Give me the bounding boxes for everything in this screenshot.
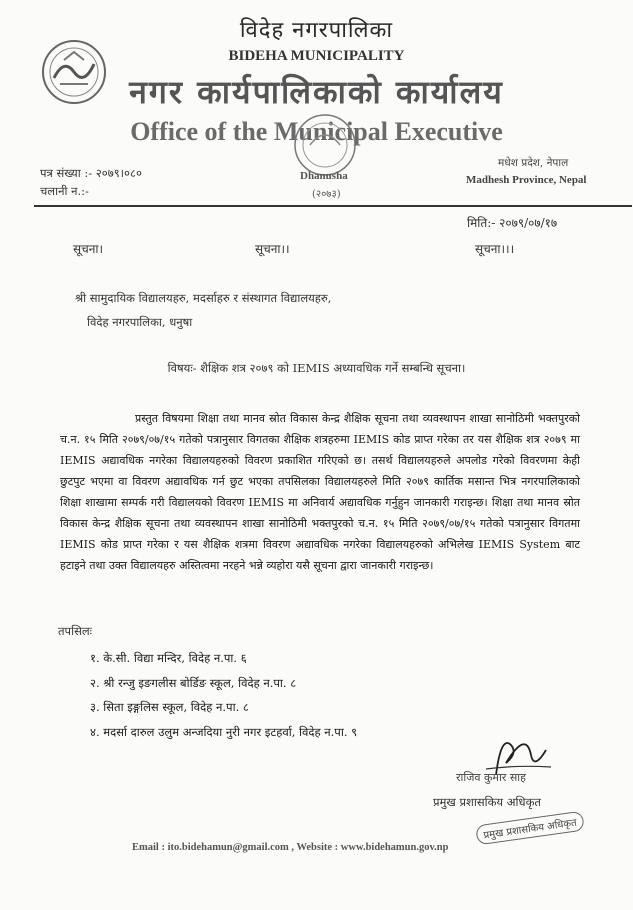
municipality-name-np: विदेह नगरपालिका: [239, 18, 394, 43]
header-divider: [34, 205, 632, 207]
footer-contact: Email : ito.bidehamun@gmail.com , Website : www.bidehamun.gov.np: [132, 842, 449, 853]
office-name-en: Office of the Municipal Executive: [130, 117, 503, 146]
notice-heading-2: सूचना।।: [255, 242, 290, 256]
notice-heading-3: सूचना।।।: [475, 242, 515, 256]
dispatch-number: चलानी न.:-: [40, 184, 89, 198]
recipient-line-1: श्री सामुदायिक विद्यालयहरु, मदर्साहरु र संस्थागत विद्यालयहरु,: [75, 291, 332, 305]
list-item: २. श्री रन्जु इङगलीस बोर्डिङ स्कूल, विदेह न.पा. ८: [90, 675, 297, 690]
notice-heading-1: सूचना।: [73, 242, 104, 256]
letter-number: पत्र संख्या :- २०७९।०८०: [40, 166, 142, 180]
list-item: १. के.सी. विद्या मन्दिर, विदेह न.पा. ६: [90, 651, 247, 665]
letter-date: मिति:- २०७९/०७/१७: [467, 216, 558, 230]
school-list: [90, 646, 357, 744]
municipality-name-en: BIDEHA MUNICIPALITY: [228, 48, 405, 64]
recipient-line-2: विदेह नगरपालिका, धनुषा: [87, 315, 193, 329]
body-paragraph: प्रस्तुत विषयमा शिक्षा तथा मानव स्रोत विकास केन्द्र शैक्षिक सूचना तथा व्यवस्थापन शाखा सानोठिमी भक्तपुरको च.न. १५ मिति २०७९/०७/१५ गतेको पत्रानुसार विगतका शैक्षिक शत्रहरुमा IEMIS कोड प्राप्त गरेका तर यस शैक्षिक शत्र २०७९ मा IEMIS अद्यावधिक नगरेका विद्यालयहरुको विवरण प्रकाशित गरिएको छ। तसर्थ विद्यालयहरुले अपलोड गरेको विवरणमा केही छुटपुट भएमा वा विवरण अद्यावधिक गर्न छुट भएका तपसिलका विद्यालयहरुले मिति २०७९ कार्तिक मसान्त भित्र नगरपालिकाको शिक्षा शाखामा सम्पर्क गरी विद्यालयको विवरण IEMIS मा अनिवार्य अद्यावधिक गर्नुहुन जानकारी गराइन्छ। शिक्षा तथा मानव स्रोत विकास केन्द्र शैक्षिक सूचना तथा व्यवस्थापन शाखा सानोठिमी भक्तपुरको च.न. १५ मिति २०७९/०७/१५ गतेको पत्रानुसार विगतमा IEMIS कोड प्राप्त गरेका र यस शैक्षिक शत्रमा विवरण अद्यावधिक नगरेका विद्यालयहरुको अभिलेख IEMIS System बाट हटाइने तथा उक्त विद्यालयहरु अस्तित्वमा नरहने भन्ने व्यहोरा यसै सूचना द्वारा जानकारी गराइन्छ।: [60, 412, 580, 572]
seal-year: (२०७३): [312, 189, 341, 200]
province-en: Madhesh Province, Nepal: [466, 174, 587, 186]
signatory-name: राजिव कुमार साह: [456, 771, 526, 784]
list-item: ३. सिता इङ्गलिस स्कूल, विदेह न.पा. ८: [90, 700, 249, 714]
tapasil-label: तपसिलः: [58, 624, 92, 638]
list-item: ४. मदर्सा दारुल उलुम अन्जदिया नुरी नगर इटहर्वा, विदेह न.पा. ९: [90, 724, 358, 739]
signatory-stamp: प्रमुख प्रशासकिय अधिकृत: [475, 811, 585, 846]
office-name-np: नगर कार्यपालिकाको कार्यालय: [129, 73, 504, 111]
province-np: मधेश प्रदेश, नेपाल: [498, 157, 569, 169]
seal-place: Dhanusha: [300, 170, 348, 182]
signatory-title: प्रमुख प्रशासकिय अधिकृत: [433, 795, 541, 809]
subject-line: विषयः- शैक्षिक शत्र २०७९ को IEMIS अध्यावधिक गर्ने सम्बन्धि सूचना।: [167, 361, 466, 375]
